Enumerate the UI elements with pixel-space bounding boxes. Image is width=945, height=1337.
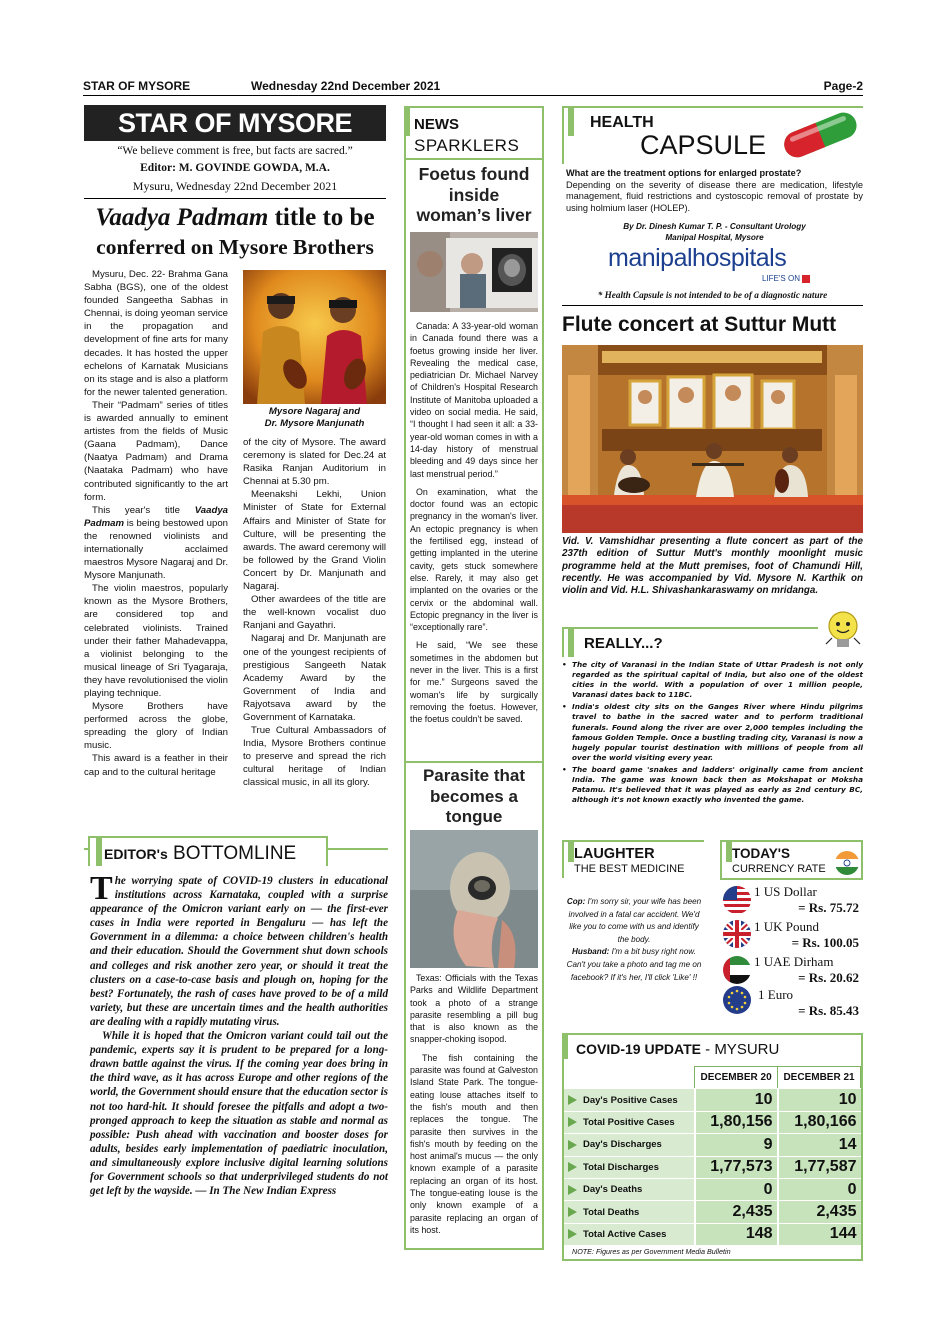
flute-headline: Flute concert at Suttur Mutt: [562, 313, 837, 336]
lead-col-a: [84, 268, 228, 779]
photo-caption: Mysore Nagaraj and Dr. Mysore Manjunath: [264, 406, 365, 429]
covid-table: [564, 1066, 861, 1246]
lead-col-b: [243, 436, 386, 790]
table-row: Total Deaths 2,435 2,435: [564, 1201, 861, 1223]
sparkler-text-2: Texas: Officials with the Texas Parks and Wildlife Department took a photo of a strange parasite resembling a pill bug that is also known as the snapper-choking isopod. The fish containing the parasite was found at Galveston Island State Park. The tongue-eating louse attaches itself to the fish's mouth and then replaces the tongue. The parasite then survives in the fish's mouth by feeding on the host animal's mucus — the only known example of a parasite replacing an organ of its host. The tongue-eating louse is the only known example of a parasite replacing an organ of its host.: [410, 973, 538, 1235]
editor-line: Editor: M. GOVINDE GOWDA, M.A.: [140, 162, 330, 174]
paper-name: STAR OF MYSORE: [83, 79, 191, 93]
page-header: [83, 78, 863, 96]
sparkler-headline-1: Foetus found inside woman’s liver: [416, 164, 532, 225]
us-flag-icon: [720, 884, 754, 916]
lead-para: Mysore Brothers have performed across the globe, spreading the glory of Indian music.: [84, 701, 228, 752]
sparklers-tab: NEWS SPARKLERS: [404, 106, 544, 160]
table-row: Day's Positive Cases 10 10: [564, 1089, 861, 1111]
eu-flag-icon: [720, 984, 754, 1016]
really-tab: REALLY...?: [562, 627, 818, 657]
joke: Cop: I'm sorry sir, your wife has been involved in a fatal car accident. We'd like you to come with us and identify the body. Husband: I'm a bit busy right now. Can't you take a photo and tag me on facebook? If it's her, I'll click 'Like' !!: [566, 897, 702, 982]
lead-headline-line2: conferred on Mysore Brothers: [96, 235, 374, 259]
lead-para: This award is a feather in their cap and to the cultural heritage: [84, 753, 228, 778]
india-flag-icon: [834, 850, 860, 876]
motto: “We believe comment is free, but facts are sacred.”: [117, 145, 353, 157]
manipal-logo: manipalhospitals: [608, 244, 787, 272]
uae-flag-icon: [720, 954, 754, 986]
foetus-video-photo: [410, 232, 538, 312]
currency-name: 1 UK Pound: [754, 919, 820, 934]
really-item: • The board game 'snakes and ladders' originally came from ancient India. The game was known back then as Mokshapat or Moksha Patamu. It's believed that it was played as early as 2nd century BC, although it's not known exactly who invented the game.: [562, 764, 863, 805]
lead-para: Other awardees of the title are the well-known vocalist duo Ranjani and Gayathri.: [243, 594, 386, 632]
really-list: [562, 660, 863, 805]
lead-para: Mysuru, Dec. 22- Brahma Gana Sabha (BGS), one of the oldest founded Sangeetha Sabhas in Chennai, is doing yeoman service in the propagation and development of fine arts for many decades. It has hosted the upper echelons of Karnatak Musicians on its stage and is also a platform for the newer talented generation.: [84, 269, 228, 398]
health-disclaimer: * Health Capsule is not intended to be of a diagnostic nature: [597, 290, 828, 300]
currency-value: = Rs. 85.43: [798, 1003, 859, 1018]
flute-concert-photo: [562, 345, 863, 533]
currency-name: 1 Euro: [758, 987, 794, 1002]
currency-value: = Rs. 100.05: [791, 935, 859, 950]
really-item: • The city of Varanasi in the Indian State of Uttar Pradesh is not only regarded as the spiritual capital of India, but also one of the oldest cities in the world. With a population of over 1 million people, Varanasi dates back to 11BC.: [562, 660, 863, 700]
lead-para: of the city of Mysore. The award ceremony is slated for Dec.24 at Rasika Ranjan Auditorium in Chennai at 5.30 pm.: [243, 437, 386, 488]
lead-para: True Cultural Ambassadors of India, Mysore Brothers continue to preserve and spread the rich cultural heritage of Indian classical music, in all its glory.: [243, 725, 386, 789]
table-row: Total Positive Cases 1,80,156 1,80,166: [564, 1111, 861, 1133]
sparkler-headline-2: Parasite that becomes a tongue: [422, 766, 526, 826]
table-row: Day's Deaths 0 0: [564, 1178, 861, 1200]
covid-tab: COVID-19 UPDATE - MYSURU: [566, 1037, 859, 1063]
capsule-icon: [776, 108, 864, 160]
lead-para: Meenakshi Lekhi, Union Minister of State for External Affairs and Minister of State for Culture, will be presenting the awards. The award ceremony will be followed by the Grand Violin Concert by Dr. Manjunath and Nagaraj.: [243, 489, 386, 593]
currency-list: [720, 884, 863, 1020]
health-author: By Dr. Dinesh Kumar T. P. - Consultant Urology Manipal Hospital, Mysore: [623, 222, 806, 242]
currency-value: = Rs. 20.62: [798, 970, 859, 985]
lead-para: The violin maestros, popularly known as the Mysore Brothers, are considered top and celebrated violinists. Trained under their father Mahadevappa, a violinist belonging to the musical lineage of Sri Tyagaraja, they have revolutionised the violin playing technique.: [84, 583, 228, 699]
issue-date: Wednesday 22nd December 2021: [251, 79, 441, 93]
manipal-tagline: LIFE'S ON: [762, 274, 810, 283]
dateline: Mysuru, Wednesday 22nd December 2021: [132, 179, 338, 193]
parasite-photo: [410, 830, 538, 968]
table-row: Total Active Cases 148 144: [564, 1223, 861, 1245]
lead-headline: Vaadya Padmam title to be: [95, 204, 375, 231]
lead-para: Their “Padmam” series of titles is awarded annually to eminent artistes from the fields of Music (Gaana Padmam), Dance (Naatya Padmam) and Drama (Naataka Padmam) who have contributed significantly to the art form.: [84, 399, 228, 503]
currency-tab: TODAY'S CURRENCY RATE: [720, 840, 863, 880]
masthead-logo: STAR OF MYSORE: [84, 105, 386, 141]
health-qa: What are the treatment options for enlarged prostate? Depending on the severity of disease there are medication, lifestyle management, fluid restrictions and cystoscopic removal of prostate by using holmium laser (HOLEP).: [566, 168, 863, 213]
health-tab: HEALTH CAPSULE: [562, 106, 863, 164]
table-row: Day's Discharges 9 14: [564, 1134, 861, 1156]
flute-caption: Vid. V. Vamshidhar presenting a flute concert as part of the 237th edition of Suttur Mutt's monthly moonlight music programme held at the Mutt premises, foot of Chamundi Hill, recently. He was accompanied by Vid. Mysore N. Karthik on violin and Vid. H.L. Shivashankaraswamy on mridanga.: [562, 536, 863, 597]
sparkler-text-1: Canada: A 33-year-old woman in Canada found there was a foetus growing inside her liver. Revealing the medical case, pediatrician Dr. Michael Narvey of Children's Hospital Research Institute of Manitoba uploaded a video on social media. He said, “I thought I had seen it all: a 33-year-old woman comes in with a 14-day history of menstrual bleeding and 49 days since her last menstrual period.” On examination, what the doctor found was an ectopic pregnancy in the woman's liver. An ectopic pregnancy is when the fertilised egg, instead of getting implanted in the uterine cavity, gets stuck somewhere else. Rarely, it may also get implanted on the ovaries or the cervix or the abdominal wall. Ectopic pregnancy in the liver is “exceptionally rare”. He said, “We see these sometimes in the abdomen but never in the liver. This is a first for me.” Surgeons saved the woman's life by surgically removing the foetus. However, the foetus couldn't be saved.: [410, 321, 538, 725]
covid-col-dec20: DECEMBER 20: [695, 1067, 778, 1089]
currency-value: = Rs. 75.72: [798, 900, 859, 915]
currency-name: 1 UAE Dirham: [754, 954, 834, 969]
lead-para: This year's title Vaadya Padmam is being bestowed upon the renowned violinists and internationally acclaimed maestros Mysore Nagaraj and Dr. Mysore Manjunath.: [84, 504, 228, 582]
bottomline-text: The worrying spate of COVID-19 clusters in educational institutions across Karnataka, coupled with a surprise appearance of the Omicron variant early on — the first-ever cases in India were reported in Bengaluru — has left the Government in a dilemma: a choice between children's health and their education. Should the Government shut down schools and colleges and risk another zero year, or should it treat the clusters on a case-to-case basis and plough on, hoping for the best? Fortunately, the rash of cases have proved to be of a mild variety, but these are uncertain times and the health authorities are dealing with a rapidly mutating virus. While it is hoped that the Omicron variant could tail out the pandemic, experts say it is prudent to be prepared for a long-drawn battle against the virus. If the coming year does bring in the third wave, as it has across Europe and other regions of the world, the Government should ensure that the education sector is not too hard-hit. It should foresee the pitfalls and adopt a two-pronged approach to keep the situation as stable and normal as possible: Push ahead with vaccination and booster doses for adults, besides early implementation of paediatric inoculation, and simultaneously explore inclusive digital learning solutions for Government schools so that underprivileged students do not get left by the wayside. — In The New Indian Express: [90, 870, 388, 1198]
uk-flag-icon: [720, 918, 754, 950]
covid-col-dec21: DECEMBER 21: [778, 1067, 861, 1089]
page-number: Page-2: [823, 79, 863, 93]
lightbulb-icon: [822, 610, 864, 654]
covid-note: NOTE: Figures as per Government Media Bulletin: [572, 1247, 731, 1256]
table-row: Total Discharges 1,77,573 1,77,587: [564, 1156, 861, 1178]
lead-para: Nagaraj and Dr. Manjunath are one of the youngest recipients of prestigious Sangeeth Natak Academy Award by the Government of India and Rajyotsava award by the Government of Karnataka.: [243, 633, 386, 723]
laughter-tab: LAUGHTER THE BEST MEDICINE: [562, 840, 704, 878]
currency-name: 1 US Dollar: [754, 884, 817, 899]
bottomline-tab: EDITOR's BOTTOMLINE: [88, 836, 328, 866]
mysore-brothers-photo: [243, 270, 386, 404]
really-item: • India's oldest city sits on the Ganges River where Hindu pilgrims travel to bathe in the sacred water and to perform traditional funerals. Found along the river are over 2,000 temples including the famous Golden Temple. Once a bustling trading city, Varanasi is now a hugely popular tourist destination with millions of people from all over the world visiting every year.: [562, 702, 863, 762]
